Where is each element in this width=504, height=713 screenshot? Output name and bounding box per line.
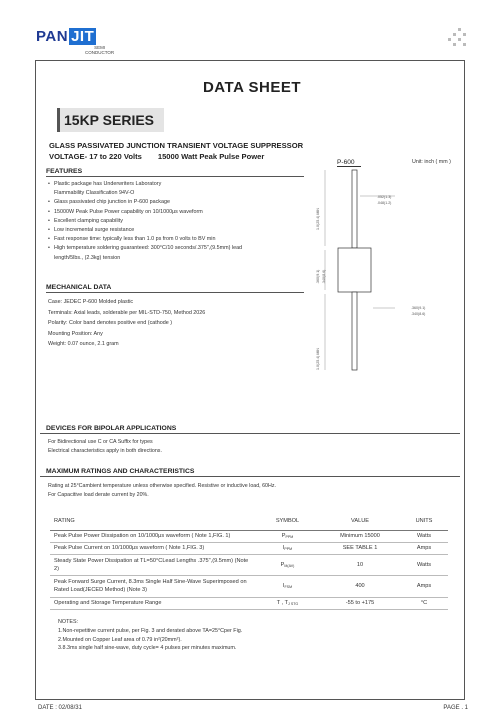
- package-name: P-600: [337, 159, 361, 167]
- ratings-line: Rating at 25°Cambient temperature unless otherwise specified. Resistive or inductive load, 60Hz.: [48, 483, 276, 489]
- mechanical-heading: MECHANICAL DATA: [46, 284, 304, 293]
- features-list: [48, 180, 308, 263]
- header-units: UNITS: [400, 512, 448, 530]
- company-logo: [36, 26, 126, 56]
- feature-item: Flammability Classification 94V-O: [54, 190, 135, 197]
- symbol-main: P: [280, 561, 285, 568]
- cell-symbol: [255, 530, 320, 542]
- cell-rating: Peak Pulse Current on 10/1000μs waveform ( Note 1,FIG. 3): [50, 542, 255, 554]
- dim-body-length: .360(9.1): [316, 269, 320, 284]
- cell-rating: Operating and Storage Temperature Range: [50, 597, 255, 609]
- feature-item: • Plastic package has Underwriters Laboratory: [48, 180, 308, 189]
- cell-symbol: [255, 597, 320, 609]
- ratings-table: [50, 512, 448, 610]
- table-row: [50, 542, 448, 554]
- bipolar-heading: DEVICES FOR BIPOLAR APPLICATIONS: [40, 425, 460, 434]
- cell-units: Amps: [400, 542, 448, 554]
- symbol-sub: J STG: [288, 602, 299, 606]
- notes-block: [58, 618, 242, 653]
- dim-lead-dia-1: .052(1.3): [377, 195, 392, 199]
- logo-wordmark: [36, 28, 96, 45]
- mechanical-item: Case: JEDEC P-600 Molded plastic: [48, 299, 134, 305]
- dim-lead-bottom: 1.0(25.4) MIN: [316, 348, 320, 370]
- product-ratings-line: [49, 152, 264, 161]
- dim-body-dia-2: .340(8.6): [411, 312, 426, 316]
- cell-units: °C: [400, 597, 448, 609]
- note-item: 2.Mounted on Copper Leaf area of 0.79 in²(20mm²).: [58, 636, 182, 643]
- symbol-main: I: [282, 583, 285, 589]
- ratings-line: For Capacitive load derate current by 20%.: [48, 492, 149, 499]
- bipolar-text: [48, 438, 162, 457]
- cell-units: Watts: [400, 530, 448, 542]
- symbol-main: P: [281, 533, 286, 539]
- mechanical-list: [48, 297, 308, 350]
- bipolar-line: For Bidirectional use C or CA Suffix for types: [48, 439, 153, 445]
- header-value: VALUE: [320, 512, 400, 530]
- symbol-sub: PPM: [285, 535, 294, 539]
- note-item: 1.Non-repetitive current pulse, per Fig. 3 and derated above TA=25°Cper Fig.: [58, 627, 243, 634]
- feature-item: • Low incremental surge resistance: [48, 226, 308, 235]
- voltage-range: VOLTAGE- 17 to 220 Volts: [49, 152, 142, 161]
- dim-body-dia-1: .360(9.1): [411, 306, 426, 310]
- cell-rating: Peak Forward Surge Current, 8.3ms Single Half Sine-Wave Superimposed on Rated Load(JECED Method) (Note 3): [50, 575, 255, 597]
- bipolar-line: Electrical characteristics apply in both directions.: [48, 448, 162, 455]
- cell-rating: Peak Pulse Power Dissipation on 10/1000μs waveform ( Note 1,FIG. 1): [50, 530, 255, 542]
- symbol-sub: PPM: [284, 547, 293, 551]
- logo-suffix: JIT: [71, 28, 95, 45]
- feature-item: • Excellent clamping capability: [48, 217, 308, 226]
- cell-units: Amps: [400, 575, 448, 597]
- series-name: 15KP SERIES: [57, 108, 164, 132]
- table-row: [50, 597, 448, 609]
- mechanical-item: Mounting Position: Any: [48, 330, 103, 337]
- feature-item: • High temperature soldering guaranteed: 300°C/10 seconds/.375",(9.5mm) lead: [48, 244, 308, 253]
- features-heading: FEATURES: [46, 168, 304, 177]
- feature-item: • 15000W Peak Pulse Power capability on 10/1000μs waveform: [48, 208, 308, 217]
- note-item: 3.8.3ms single half sine-wave, duty cycle= 4 pulses per minutes maximum.: [58, 645, 237, 652]
- dim-lead-top: 1.0(25.4) MIN: [316, 208, 320, 230]
- dim-body-length-2: .340(8.6): [322, 269, 326, 284]
- cell-symbol: [255, 575, 320, 597]
- footer-date: DATE : 02/08/31: [38, 705, 82, 711]
- cell-units: Watts: [400, 554, 448, 575]
- feature-item: • Fast response time: typically less than 1.0 ps from 0 volts to BV min: [48, 235, 308, 244]
- symbol-sub: M(AV): [284, 563, 295, 568]
- logo-prefix: PAN: [36, 28, 69, 45]
- unit-note: Unit: inch ( mm ): [412, 159, 451, 165]
- symbol-sub: FSM: [284, 585, 293, 589]
- logo-tag-1: SEMI: [94, 45, 106, 50]
- footer-page: PAGE . 1: [443, 705, 468, 711]
- cell-symbol: [255, 542, 320, 554]
- peak-power: 15000 Watt Peak Pulse Power: [157, 152, 265, 161]
- header-rating: RATING: [50, 512, 255, 530]
- mechanical-item: Weight: 0.07 ounce, 2.1 gram: [48, 341, 119, 348]
- ratings-text: [48, 482, 276, 501]
- logo-tag-2: CONDUCTOR: [85, 50, 115, 55]
- symbol-main: T , T: [276, 600, 289, 606]
- mechanical-item: Polarity: Color band denotes positive end (cathode ): [48, 320, 173, 327]
- feature-item: • Glass passivated chip junction in P-600 package: [48, 198, 308, 207]
- cell-symbol: [255, 554, 320, 575]
- dim-lead-dia-2: .048(1.2): [377, 201, 392, 205]
- decorative-dots-icon: [448, 28, 468, 48]
- page-title: DATA SHEET: [202, 79, 302, 96]
- logo-tagline: [85, 45, 114, 55]
- table-row: [50, 575, 448, 597]
- table-row: [50, 554, 448, 575]
- feature-item: length/5lbs., (2.3kg) tension: [54, 254, 121, 261]
- cell-value: 10: [320, 554, 400, 575]
- table-row: [50, 530, 448, 542]
- symbol-main: I: [282, 545, 285, 551]
- header-symbol: SYMBOL: [255, 512, 320, 530]
- ratings-heading: MAXIMUM RATINGS AND CHARACTERISTICS: [40, 468, 460, 477]
- package-outline-diagram: [300, 168, 440, 378]
- cell-value: -55 to +175: [320, 597, 400, 609]
- cell-value: 400: [320, 575, 400, 597]
- product-description: GLASS PASSIVATED JUNCTION TRANSIENT VOLTAGE SUPPRESSOR: [49, 141, 304, 150]
- notes-heading: NOTES:: [58, 619, 79, 625]
- cell-value: SEE TABLE 1: [320, 542, 400, 554]
- table-header-row: [50, 512, 448, 530]
- cell-rating: Steady State Power Dissipation at TL=50°CLead Lengths .375",(9.5mm) (Note 2): [50, 554, 255, 575]
- cell-value: Minimum 15000: [320, 530, 400, 542]
- mechanical-item: Terminals: Axial leads, solderable per MIL-STD-750, Method 2026: [48, 309, 206, 316]
